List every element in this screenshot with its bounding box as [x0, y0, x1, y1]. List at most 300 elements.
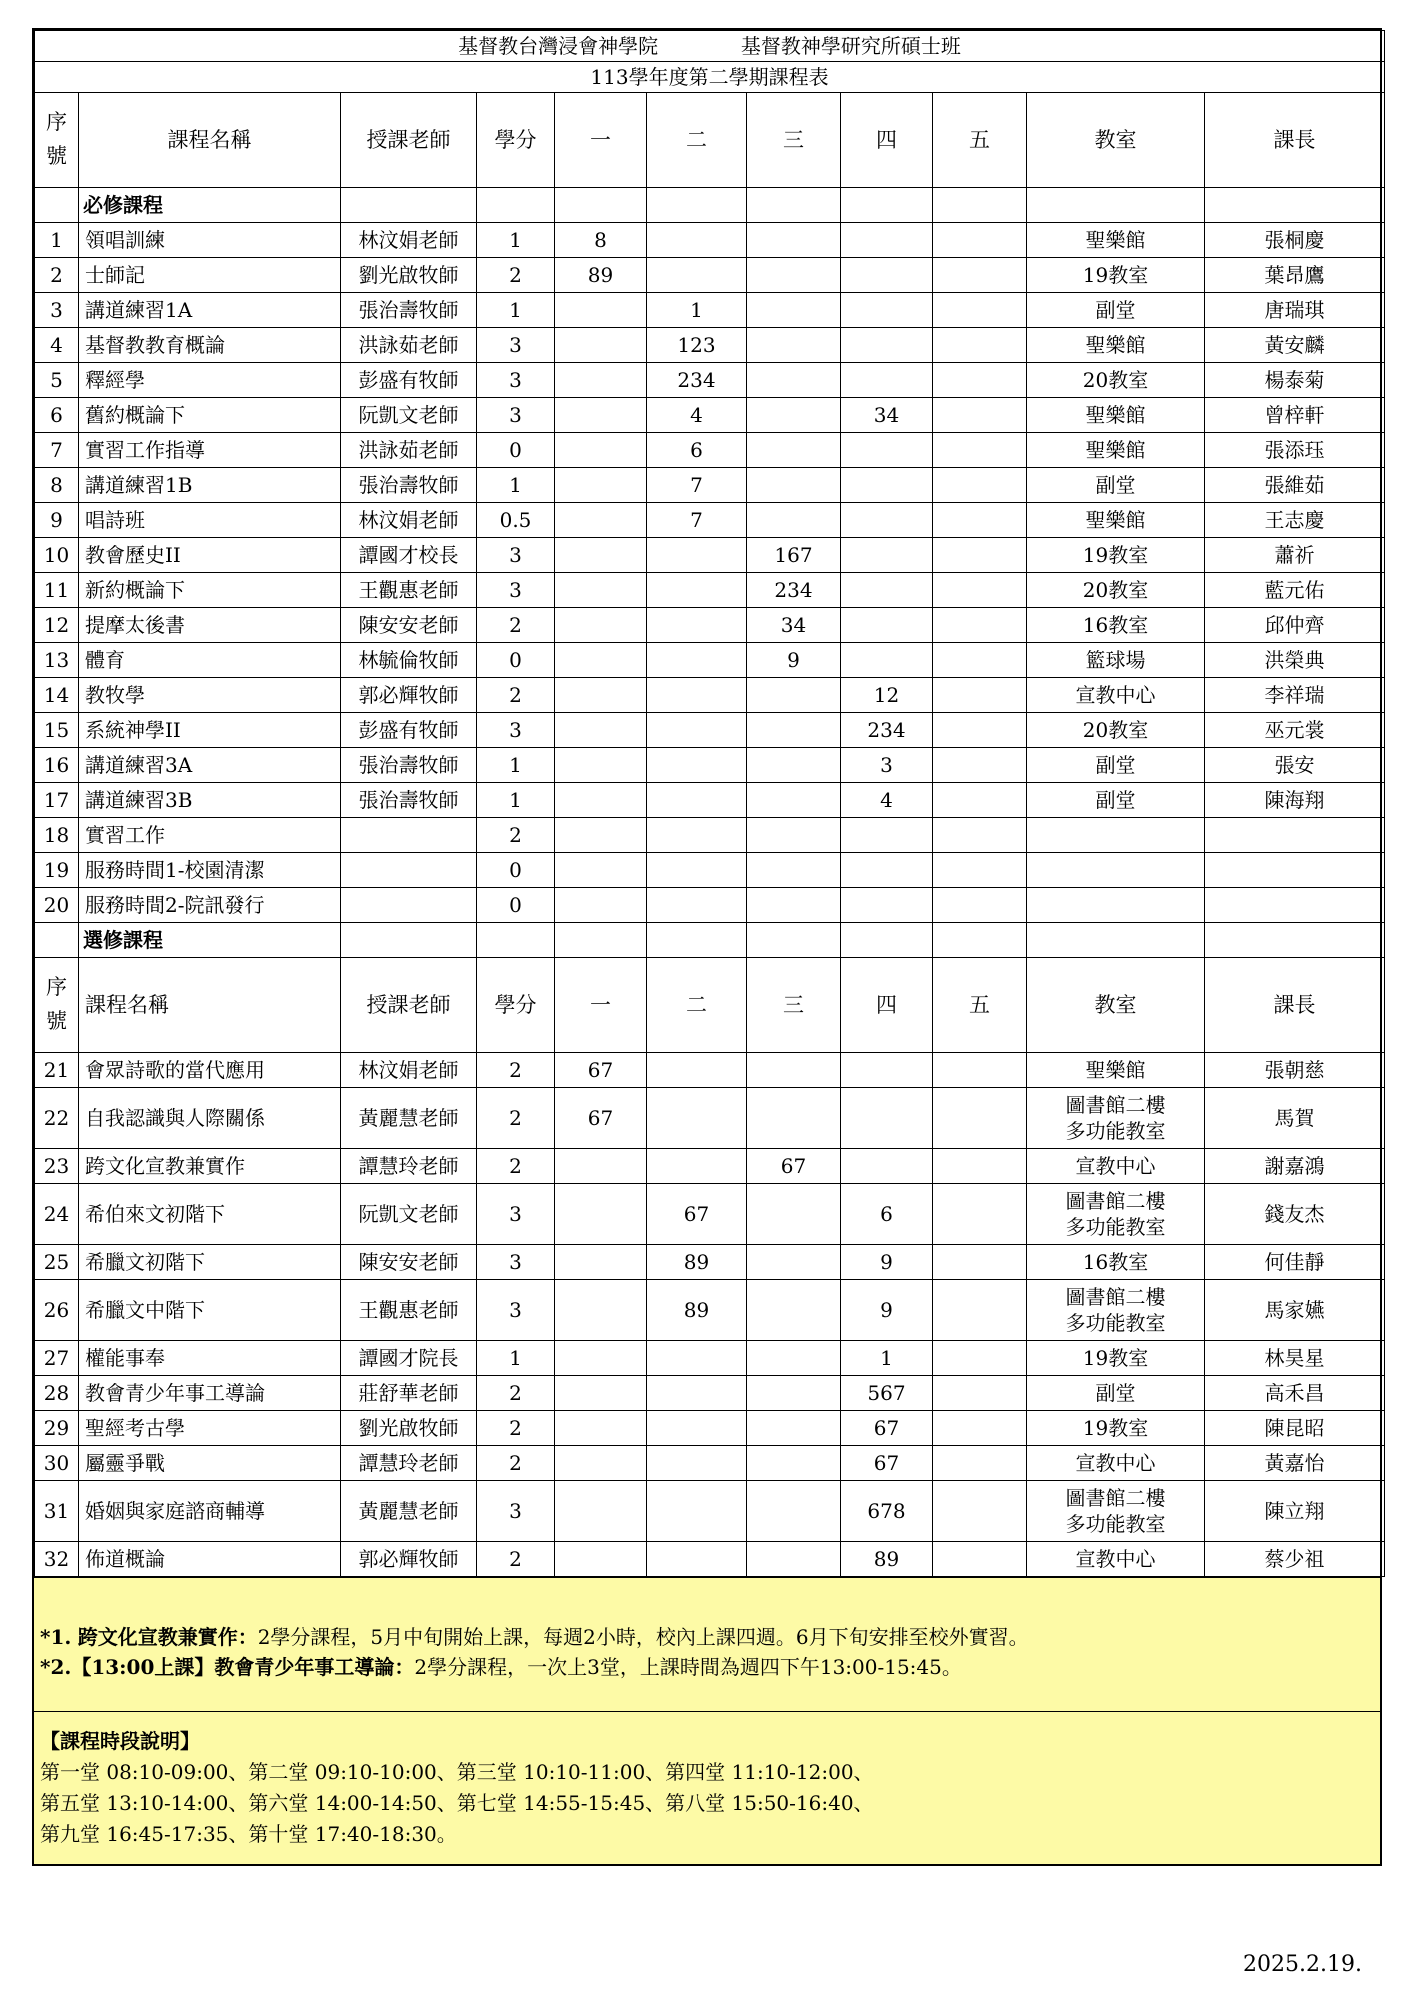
- cell-tue: [647, 748, 747, 783]
- cell-thu: [841, 293, 933, 328]
- cell-thu: [841, 468, 933, 503]
- cell-thu: 67: [841, 1411, 933, 1446]
- cell-mon: [555, 748, 647, 783]
- cell-seq: 5: [35, 363, 79, 398]
- cell-mon: [555, 398, 647, 433]
- cell-tue: [647, 1481, 747, 1542]
- cell-mon: 67: [555, 1088, 647, 1149]
- cell-course-name: 教牧學: [79, 678, 341, 713]
- cell-room: 宣教中心: [1027, 1446, 1205, 1481]
- cell-wed: [747, 468, 841, 503]
- cell-thu: [841, 503, 933, 538]
- cell-mon: [555, 503, 647, 538]
- cell-leader: 高禾昌: [1205, 1376, 1385, 1411]
- elective-column-header-row: [35, 958, 1385, 1053]
- cell-course-name: 屬靈爭戰: [79, 1446, 341, 1481]
- cell-mon: [555, 713, 647, 748]
- col-room: 教室: [1027, 93, 1205, 188]
- cell-teacher: 王觀惠老師: [341, 573, 477, 608]
- cell-teacher: [341, 853, 477, 888]
- cell-fri: [933, 293, 1027, 328]
- cell-room: 19教室: [1027, 258, 1205, 293]
- cell-fri: [933, 1053, 1027, 1088]
- cell-teacher: 林汶娟老師: [341, 503, 477, 538]
- cell-room-line-1: 圖書館二樓: [1065, 1285, 1166, 1309]
- cell-room: 聖樂館: [1027, 503, 1205, 538]
- col-credit: 學分: [477, 958, 555, 1053]
- cell-thu: 234: [841, 713, 933, 748]
- cell-seq: 2: [35, 258, 79, 293]
- cell-tue: [647, 1542, 747, 1577]
- elective-section-row: [35, 923, 1385, 958]
- col-leader: 課長: [1205, 93, 1385, 188]
- cell-mon: 8: [555, 223, 647, 258]
- cell-teacher: 莊舒華老師: [341, 1376, 477, 1411]
- table-row: [35, 1280, 1385, 1341]
- cell-fri: [933, 1184, 1027, 1245]
- col-course: 課程名稱: [79, 93, 341, 188]
- cell-fri: [933, 503, 1027, 538]
- cell-wed: [747, 293, 841, 328]
- cell-course-name: 聖經考古學: [79, 1411, 341, 1446]
- cell-teacher: 譚國才校長: [341, 538, 477, 573]
- cell-wed: [747, 678, 841, 713]
- cell-wed: [747, 363, 841, 398]
- cell-seq: 15: [35, 713, 79, 748]
- cell-tue: [647, 258, 747, 293]
- cell-seq: 27: [35, 1341, 79, 1376]
- cell-mon: [555, 1411, 647, 1446]
- table-row: [35, 678, 1385, 713]
- cell-leader: 林昊星: [1205, 1341, 1385, 1376]
- cell-course-name: 實習工作: [79, 818, 341, 853]
- cell-course-name: 提摩太後書: [79, 608, 341, 643]
- cell-thu: [841, 888, 933, 923]
- cell-tue: [647, 223, 747, 258]
- cell-room: [1027, 1184, 1205, 1245]
- col-thu: 四: [841, 93, 933, 188]
- cell-credit: 2: [477, 258, 555, 293]
- cell-mon: [555, 1184, 647, 1245]
- cell-leader: 蕭祈: [1205, 538, 1385, 573]
- cell-leader: 張維茹: [1205, 468, 1385, 503]
- cell-wed: [747, 1542, 841, 1577]
- cell-teacher: [341, 818, 477, 853]
- cell-wed: [747, 1280, 841, 1341]
- cell-leader: 藍元佑: [1205, 573, 1385, 608]
- cell-wed: [747, 503, 841, 538]
- cell-teacher: 劉光啟牧師: [341, 1411, 477, 1446]
- cell-fri: [933, 223, 1027, 258]
- cell-credit: 3: [477, 538, 555, 573]
- cell-mon: [555, 1376, 647, 1411]
- cell-credit: 3: [477, 713, 555, 748]
- col-wed: 三: [747, 93, 841, 188]
- table-row: [35, 1341, 1385, 1376]
- cell-teacher: 黃麗慧老師: [341, 1481, 477, 1542]
- cell-course-name: 教會青少年事工導論: [79, 1376, 341, 1411]
- cell-fri: [933, 608, 1027, 643]
- document-date: 2025.2.19.: [1243, 1952, 1362, 1977]
- cell-course-name: 希伯來文初階下: [79, 1184, 341, 1245]
- cell-thu: [841, 538, 933, 573]
- cell-seq: 13: [35, 643, 79, 678]
- table-row: [35, 1376, 1385, 1411]
- cell-fri: [933, 1280, 1027, 1341]
- cell-thu: 1: [841, 1341, 933, 1376]
- cell-wed: 9: [747, 643, 841, 678]
- cell-wed: [747, 853, 841, 888]
- period-line-2: 第五堂 13:10-14:00、第六堂 14:00-14:50、第七堂 14:55-15:45、第八堂 15:50-16:40、: [40, 1791, 874, 1815]
- cell-mon: [555, 888, 647, 923]
- cell-teacher: 林汶娟老師: [341, 223, 477, 258]
- cell-wed: [747, 1184, 841, 1245]
- table-row: [35, 468, 1385, 503]
- cell-course-name: 實習工作指導: [79, 433, 341, 468]
- cell-credit: 0: [477, 853, 555, 888]
- table-row: [35, 398, 1385, 433]
- cell-mon: 89: [555, 258, 647, 293]
- cell-seq: 11: [35, 573, 79, 608]
- cell-credit: 3: [477, 1280, 555, 1341]
- cell-credit: 3: [477, 363, 555, 398]
- cell-seq: 1: [35, 223, 79, 258]
- cell-thu: [841, 433, 933, 468]
- table-row: [35, 1088, 1385, 1149]
- cell-seq: 4: [35, 328, 79, 363]
- cell-wed: [747, 1411, 841, 1446]
- program-name: 基督教神學研究所碩士班: [740, 33, 961, 58]
- cell-tue: 6: [647, 433, 747, 468]
- cell-teacher: 陳安安老師: [341, 608, 477, 643]
- cell-room: 宣教中心: [1027, 678, 1205, 713]
- cell-thu: [841, 328, 933, 363]
- school-header: [35, 31, 1385, 62]
- cell-wed: 67: [747, 1149, 841, 1184]
- col-course: 課程名稱: [79, 958, 341, 1053]
- cell-fri: [933, 1542, 1027, 1577]
- cell-thu: 89: [841, 1542, 933, 1577]
- cell-credit: 2: [477, 1446, 555, 1481]
- cell-credit: 1: [477, 293, 555, 328]
- cell-credit: 2: [477, 1053, 555, 1088]
- cell-room: 宣教中心: [1027, 1542, 1205, 1577]
- cell-seq: 21: [35, 1053, 79, 1088]
- cell-credit: 1: [477, 783, 555, 818]
- course-notes: [34, 1578, 1380, 1712]
- cell-leader: [1205, 818, 1385, 853]
- cell-room: 16教室: [1027, 608, 1205, 643]
- table-title: 113學年度第二學期課程表: [35, 62, 1385, 93]
- col-mon: 一: [555, 958, 647, 1053]
- cell-seq: 26: [35, 1280, 79, 1341]
- table-row: [35, 888, 1385, 923]
- cell-thu: 9: [841, 1245, 933, 1280]
- cell-mon: [555, 363, 647, 398]
- cell-thu: [841, 608, 933, 643]
- col-leader: 課長: [1205, 958, 1385, 1053]
- cell-credit: 0: [477, 888, 555, 923]
- cell-room: 20教室: [1027, 573, 1205, 608]
- cell-mon: [555, 328, 647, 363]
- cell-thu: 3: [841, 748, 933, 783]
- cell-room: [1027, 1280, 1205, 1341]
- cell-wed: 234: [747, 573, 841, 608]
- cell-teacher: 郭必輝牧師: [341, 678, 477, 713]
- cell-tue: [647, 1341, 747, 1376]
- cell-wed: 34: [747, 608, 841, 643]
- cell-teacher: 譚國才院長: [341, 1341, 477, 1376]
- cell-thu: [841, 573, 933, 608]
- cell-wed: [747, 713, 841, 748]
- cell-room: 聖樂館: [1027, 328, 1205, 363]
- cell-mon: [555, 1481, 647, 1542]
- period-notes: [34, 1712, 1380, 1864]
- col-fri: 五: [933, 93, 1027, 188]
- cell-room: 副堂: [1027, 468, 1205, 503]
- cell-credit: 3: [477, 1481, 555, 1542]
- cell-fri: [933, 748, 1027, 783]
- cell-mon: [555, 538, 647, 573]
- cell-credit: 2: [477, 678, 555, 713]
- cell-credit: 1: [477, 748, 555, 783]
- cell-course-name: 釋經學: [79, 363, 341, 398]
- cell-wed: [747, 1446, 841, 1481]
- cell-teacher: 劉光啟牧師: [341, 258, 477, 293]
- cell-room-line-2: 多功能教室: [1065, 1119, 1166, 1143]
- cell-teacher: [341, 888, 477, 923]
- cell-leader: 馬家嬿: [1205, 1280, 1385, 1341]
- cell-room: 聖樂館: [1027, 223, 1205, 258]
- cell-teacher: 張治壽牧師: [341, 468, 477, 503]
- cell-seq: 28: [35, 1376, 79, 1411]
- cell-teacher: 林汶娟老師: [341, 1053, 477, 1088]
- table-row: [35, 433, 1385, 468]
- period-title: 【課程時段說明】: [40, 1729, 200, 1753]
- cell-seq: 7: [35, 433, 79, 468]
- table-row: [35, 1411, 1385, 1446]
- cell-wed: [747, 783, 841, 818]
- cell-room: [1027, 888, 1205, 923]
- cell-tue: [647, 818, 747, 853]
- cell-leader: 唐瑞琪: [1205, 293, 1385, 328]
- cell-leader: 楊泰菊: [1205, 363, 1385, 398]
- cell-thu: [841, 363, 933, 398]
- cell-credit: 0: [477, 433, 555, 468]
- cell-mon: [555, 1280, 647, 1341]
- cell-course-name: 士師記: [79, 258, 341, 293]
- cell-seq: 29: [35, 1411, 79, 1446]
- cell-seq: 17: [35, 783, 79, 818]
- cell-leader: 王志慶: [1205, 503, 1385, 538]
- cell-room: 副堂: [1027, 293, 1205, 328]
- cell-course-name: 講道練習1B: [79, 468, 341, 503]
- cell-credit: 1: [477, 468, 555, 503]
- cell-wed: [747, 1481, 841, 1542]
- cell-fri: [933, 888, 1027, 923]
- cell-thu: 6: [841, 1184, 933, 1245]
- cell-wed: [747, 1245, 841, 1280]
- table-row: [35, 1245, 1385, 1280]
- cell-course-name: 跨文化宣教兼實作: [79, 1149, 341, 1184]
- cell-wed: 167: [747, 538, 841, 573]
- cell-thu: [841, 1088, 933, 1149]
- cell-fri: [933, 1245, 1027, 1280]
- cell-fri: [933, 1411, 1027, 1446]
- cell-fri: [933, 1149, 1027, 1184]
- table-row: [35, 1184, 1385, 1245]
- cell-wed: [747, 1341, 841, 1376]
- cell-seq: 8: [35, 468, 79, 503]
- cell-credit: 0: [477, 643, 555, 678]
- col-mon: 一: [555, 93, 647, 188]
- table-row: [35, 328, 1385, 363]
- cell-mon: [555, 1542, 647, 1577]
- cell-wed: [747, 818, 841, 853]
- cell-mon: 67: [555, 1053, 647, 1088]
- cell-credit: 1: [477, 1341, 555, 1376]
- col-room: 教室: [1027, 958, 1205, 1053]
- cell-room: 副堂: [1027, 1376, 1205, 1411]
- cell-tue: [647, 783, 747, 818]
- table-row: [35, 818, 1385, 853]
- cell-seq: 6: [35, 398, 79, 433]
- cell-room-line-2: 多功能教室: [1065, 1311, 1166, 1335]
- cell-leader: 張添珏: [1205, 433, 1385, 468]
- col-teacher: 授課老師: [341, 93, 477, 188]
- cell-teacher: 洪詠茹老師: [341, 433, 477, 468]
- cell-room: [1027, 853, 1205, 888]
- cell-course-name: 服務時間1-校園清潔: [79, 853, 341, 888]
- cell-course-name: 領唱訓練: [79, 223, 341, 258]
- cell-wed: [747, 888, 841, 923]
- cell-leader: 馬賀: [1205, 1088, 1385, 1149]
- cell-thu: [841, 643, 933, 678]
- cell-seq: 32: [35, 1542, 79, 1577]
- col-credit: 學分: [477, 93, 555, 188]
- cell-wed: [747, 1088, 841, 1149]
- cell-credit: 2: [477, 1411, 555, 1446]
- cell-leader: 陳海翔: [1205, 783, 1385, 818]
- cell-room: [1027, 1481, 1205, 1542]
- cell-tue: 1: [647, 293, 747, 328]
- cell-thu: 9: [841, 1280, 933, 1341]
- cell-teacher: 阮凱文老師: [341, 398, 477, 433]
- cell-fri: [933, 538, 1027, 573]
- cell-wed: [747, 1053, 841, 1088]
- course-table: [34, 30, 1385, 1577]
- cell-room: 聖樂館: [1027, 398, 1205, 433]
- cell-tue: [647, 1411, 747, 1446]
- cell-room-line-2: 多功能教室: [1065, 1512, 1166, 1536]
- cell-course-name: 希臘文中階下: [79, 1280, 341, 1341]
- cell-fri: [933, 573, 1027, 608]
- cell-leader: 陳昆昭: [1205, 1411, 1385, 1446]
- cell-course-name: 講道練習1A: [79, 293, 341, 328]
- col-tue: 二: [647, 958, 747, 1053]
- cell-leader: 曾梓軒: [1205, 398, 1385, 433]
- cell-fri: [933, 258, 1027, 293]
- cell-tue: [647, 1149, 747, 1184]
- table-row: [35, 1542, 1385, 1577]
- table-row: [35, 1446, 1385, 1481]
- cell-leader: 巫元裳: [1205, 713, 1385, 748]
- cell-course-name: 系統神學II: [79, 713, 341, 748]
- cell-seq: 31: [35, 1481, 79, 1542]
- cell-fri: [933, 1446, 1027, 1481]
- table-row: [35, 573, 1385, 608]
- cell-course-name: 權能事奉: [79, 1341, 341, 1376]
- cell-leader: [1205, 888, 1385, 923]
- cell-room: 19教室: [1027, 1341, 1205, 1376]
- cell-tue: [647, 678, 747, 713]
- cell-mon: [555, 1245, 647, 1280]
- cell-course-name: 會眾詩歌的當代應用: [79, 1053, 341, 1088]
- cell-room: 副堂: [1027, 783, 1205, 818]
- cell-leader: 謝嘉鴻: [1205, 1149, 1385, 1184]
- cell-mon: [555, 853, 647, 888]
- school-name: 基督教台灣浸會神學院: [458, 33, 659, 58]
- cell-tue: [647, 643, 747, 678]
- cell-credit: 2: [477, 1376, 555, 1411]
- cell-room: 聖樂館: [1027, 433, 1205, 468]
- cell-room: 20教室: [1027, 713, 1205, 748]
- cell-tue: 234: [647, 363, 747, 398]
- cell-seq: 14: [35, 678, 79, 713]
- cell-seq: 23: [35, 1149, 79, 1184]
- cell-tue: 67: [647, 1184, 747, 1245]
- cell-mon: [555, 468, 647, 503]
- cell-fri: [933, 1088, 1027, 1149]
- cell-tue: 4: [647, 398, 747, 433]
- cell-course-name: 服務時間2-院訊發行: [79, 888, 341, 923]
- cell-tue: 89: [647, 1245, 747, 1280]
- elective-label: 選修課程: [79, 923, 341, 958]
- cell-leader: 黃安麟: [1205, 328, 1385, 363]
- cell-fri: [933, 1376, 1027, 1411]
- table-row: [35, 503, 1385, 538]
- cell-seq: 18: [35, 818, 79, 853]
- cell-wed: [747, 1376, 841, 1411]
- table-row: [35, 1481, 1385, 1542]
- cell-course-name: 婚姻與家庭諮商輔導: [79, 1481, 341, 1542]
- cell-fri: [933, 328, 1027, 363]
- cell-tue: [647, 1446, 747, 1481]
- cell-seq: 19: [35, 853, 79, 888]
- cell-course-name: 講道練習3A: [79, 748, 341, 783]
- cell-tue: [647, 1376, 747, 1411]
- cell-mon: [555, 643, 647, 678]
- notes-panel: [34, 1577, 1380, 1864]
- cell-teacher: 彭盛有牧師: [341, 363, 477, 398]
- table-row: [35, 608, 1385, 643]
- cell-thu: 12: [841, 678, 933, 713]
- cell-tue: [647, 713, 747, 748]
- cell-tue: [647, 888, 747, 923]
- cell-tue: [647, 608, 747, 643]
- col-tue: 二: [647, 93, 747, 188]
- cell-course-name: 體育: [79, 643, 341, 678]
- cell-mon: [555, 608, 647, 643]
- table-row: [35, 223, 1385, 258]
- cell-room-line-1: 圖書館二樓: [1065, 1486, 1166, 1510]
- cell-wed: [747, 748, 841, 783]
- cell-tue: [647, 1053, 747, 1088]
- cell-thu: 678: [841, 1481, 933, 1542]
- cell-fri: [933, 433, 1027, 468]
- cell-credit: 1: [477, 223, 555, 258]
- note-2: *2.【13:00上課】教會青少年事工導論：2學分課程，一次上3堂，上課時間為週四下午13:00-15:45。: [40, 1655, 962, 1679]
